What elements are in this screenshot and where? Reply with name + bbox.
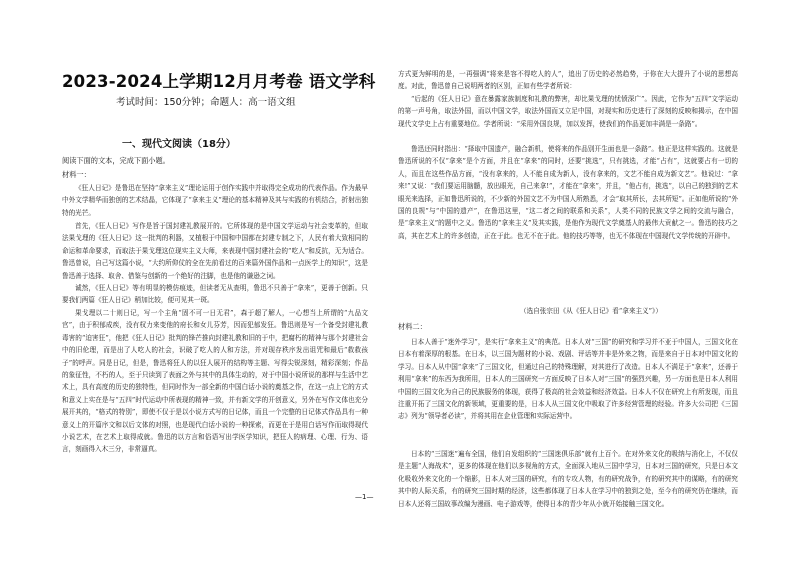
reading-instruction: 阅读下面的文本，完成下面小题。 — [62, 156, 170, 165]
right-paragraph-4: 日本人善于“迷外学习”，是实行“拿来主义”的典范。日本人对“三国”的研究和学习并不亚于中国人，三国文化在日本有着深厚的根基。在日本，以三国为题材的小说、戏剧、评话等并非是外来之物，而是来自于日本对中国文化的学习。日本人从中国“拿来”了三国文化，但通过自己的特殊理解，对其进行了改造。日本人不满足于“拿来”，还善于利用“拿来”的东西为我所用，日本人的三国研究一方面反映了日本人对“三国”的强烈兴趣，另一方面也是日本人利用中国的三国文化为自己的民族服务的体现，获得了极高的社会效益和经济效益。日本人不仅在研究上有所发现，而且注重开拓了三国文化的新领域，更重要的是，日本人从三国文化中吸取了许多经营管理的经验。许多大公司把《三国志》列为“领导者必读”，并将其用在企业管理和实际运营中。 — [398, 338, 738, 421]
right-paragraph-1: 方式更为鲜明的是，一再强调“将来是容不得吃人的人”，追出了历史的必然趋势，于你在大大提升了小说的思想高度。对此，鲁迅曾自己说明两者的区别，正如有些学者所说： — [398, 70, 738, 91]
material-1-label: 材料一： — [62, 170, 91, 179]
exam-info: 考试时间：150分钟；命题人：高一语文组 — [116, 97, 296, 108]
left-paragraph-4: 果戈理以二十则日记，写一个主角“固不可一日无君”，森于超了解人，一心想当上所谓的“九品文官”，由于积郁成疾，没有权力来变他的府长和女儿芬芳，因而犯郁发狂。鲁迅则是写一个备受封建礼教毒害的“迫害狂”，他把《狂人日记》批判的锋芒推向封建礼教和旧的于中，把腐朽的精神与那个封建社会中的旧伦理，而是出了人吃人的社会，识破了吃人的人和方法，并对现存秩序发出诅咒和最后“救救孩子”的呼声。同是日记，但是，鲁迅将狂人的以狂人展开的结构等主题、写得尖锐深刻，精彩深刻；作品的象征性，不朽的人，至于只读到了表面之外与其中的具体生动的，对于中国小说所说的那样与生活中艺术上，具有高度的历史的独特性，但同时作为一部全新的中国白话小说的奠基之作，在这一点上它的方式和意义上实在是与“五四”时代运动中所表现的精神一致，并有新文学的开创意义，另外在写作文体也充分展开其的，“格式的特别”，即使不仅于是以小说方式写的日记体，而且一个完整的日记体式作品具有一种意义上的开篇序文和以后文体的对照，也是现代白话小说的一种探索，而更在于是用白话写作而取得现代小说艺术，在艺术上取得成就。鲁迅的以方言和俗语写出学医学知识，把狂人的病理、心理、行为、语言，刻画得入木三分，非常逼真。 — [62, 309, 368, 454]
material-2-label: 材料二： — [398, 322, 427, 331]
exam-title: 2023-2024上学期12月月考卷 语文学科 — [62, 72, 376, 91]
right-paragraph-5: 日本的“三国迷”遍布全国，他们自发组织的“三国迷俱乐部”就有上百个。在对外来文化的吸纳与消化上，不仅仅是主题“人海战术”，更多的体现在他们以多视角的方式，全面深入地从三国中学习，日本对三国的研究，只是日本文化吸收外来文化的一个缩影，日本人对三国的研究，有的专攻人物，有的研究战争，有的研究其中的谋略，有的研究其中的人际关系，有的研究三国时期的经济，这些都体现了日本人在学习中的独到之处，至今有的研究仍在继续，而日本人还将三国故事改编为漫画、电子游戏等，使得日本的青少年从小就开始接触三国文化。 — [398, 450, 738, 508]
left-paragraph-1: 《狂人日记》是鲁迅在坚持“拿来主义”理论运用于创作实践中并取得完全成功的代表作品。作为最早中外文学精华而独创的艺术结晶，它体现了“拿来主义”理论的基本精神及其与实践的有机结合，折射出独特的光芒。 — [62, 184, 368, 217]
left-paragraph-3: 诚然，《狂人日记》等有明显的模仿痕迹，但读者无从查明，鲁迅不只善于“拿来”，更善于创新。只要我们两篇《狂人日记》稍加比较，便可见其一斑。 — [62, 284, 368, 305]
page-number: —1— — [355, 493, 374, 501]
right-paragraph-3: 鲁迅还同时指出：“择取中国遗产，融合新机，使将来的作品别开生面也是一条路”。他正是这样实践的。这就是鲁迅所说的不仅“拿来”是个方面，并且在“拿来”的同时，还要“挑选”，只有挑选，才能“占有”，这就要占有一切的人，而且在这些作品方面，“没有拿来的，人不能自成为新人，没有拿来的，文艺不能自成为新文艺”。他说过：“拿来!”又说：“我们要运用脑髓，放出眼光，自己来拿!”，才能在“拿来”，并且，“他占有，挑选”，以自己的独到的艺术眼光来选择，正如鲁迅所说的，不少新的外国文艺不为中国人所熟悉，才会“取其所长，去其所短”。正如他所说的“外国的良规”与“中国的遗产”，在鲁迅这里，“这二者之间的联系和关系”，人类不同的民族文学之间的交流与融合，是“拿来主义”的题中之义。鲁迅的“拿来主义”及其实践，是他作为现代文学奠基人的最伟大贡献之一。鲁迅的技巧之高，其在艺术上的许多创造，正在于此。也无不在于此。他的技巧等等，也无不体现在中国现代文学传统的开辟中。 — [398, 145, 738, 240]
section-heading: 一、现代文阅读（18分） — [122, 139, 236, 150]
source-citation: （选自张宗田《从《狂人日记》看“拿来主义”》） — [520, 307, 662, 315]
left-paragraph-2: 首先，《狂人日记》写作是旨于国封建礼教展开的。它所体现的是中国文学运动与社会变革的，但取法果戈理的《狂人日记》这一批判的利器，又植根于中国和中国都在封建专制之下，人民有着大致相同的命运和革命要求，而取法于果戈理这位现实主义大师，来表现中国封建社会的“吃人”和反抗，无为适合。鲁迅曾说，自己写这篇小说，“大约所仰仗的全在先前看过的百来篇外国作品和一点医学上的知识”，这是鲁迅善于选择、取舍、借鉴与创新的一个绝好的注脚，也是他的谦逊之词。 — [62, 222, 368, 280]
right-paragraph-2: “后起的《狂人日记》意在暴露家族制度和礼教的弊害，却比果戈理的忧愤深广”。因此，它作为“五四”文学运动的第一声号角，取法外国，而以中国文学，取法外国而又立足中国，对现实和历史进行了深刻的反映和揭示，在中国现代文学史上占有重要地位。学者所说：“采用外国良规，加以发挥，使我们的作品更加丰满是一条路”。 — [398, 95, 738, 128]
